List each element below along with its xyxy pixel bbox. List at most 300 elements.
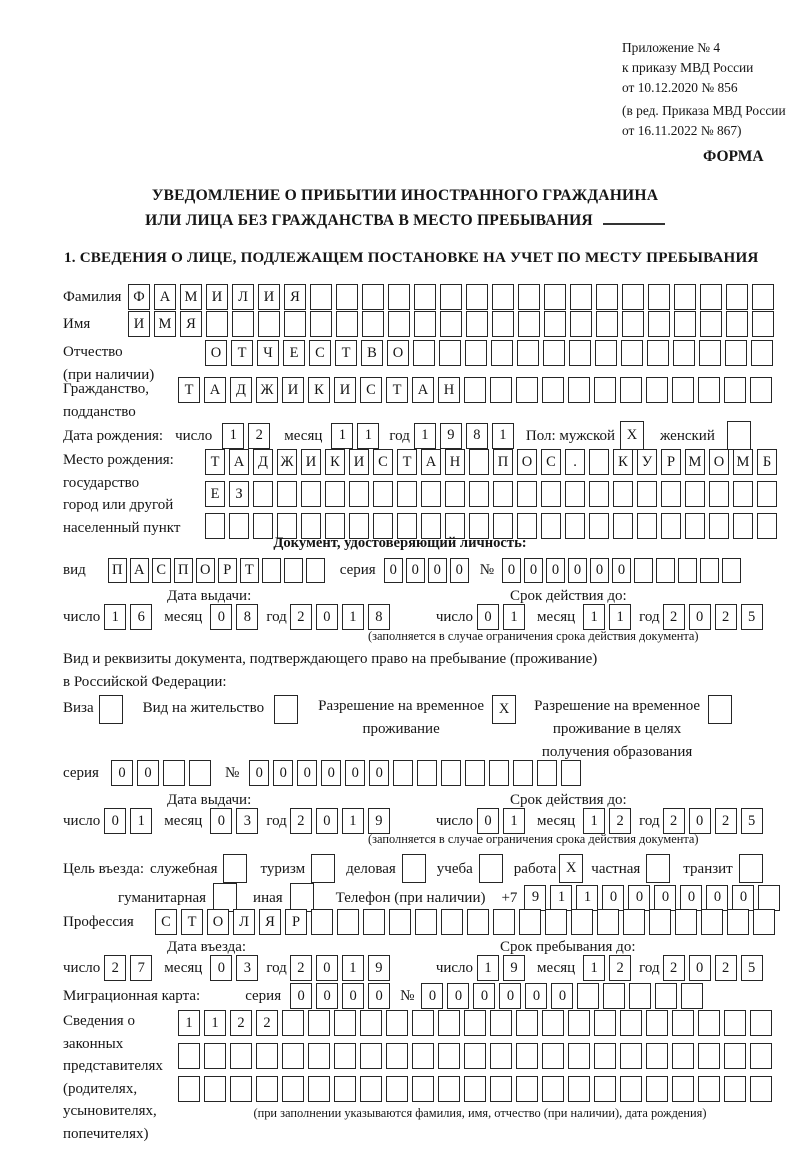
char-cell[interactable]: 1 <box>576 885 598 911</box>
doc-valid-year-cells[interactable] <box>663 604 767 630</box>
char-cell[interactable]: У <box>637 449 657 475</box>
char-cell[interactable] <box>594 1010 616 1036</box>
char-cell[interactable] <box>163 760 185 786</box>
purpose-private-checkbox[interactable] <box>646 854 674 883</box>
char-cell[interactable] <box>570 284 592 310</box>
char-cell[interactable]: 1 <box>503 604 525 630</box>
guardians-cells-row1[interactable] <box>178 1010 776 1036</box>
char-cell[interactable]: Д <box>253 449 273 475</box>
char-cell[interactable] <box>362 311 384 337</box>
char-cell[interactable] <box>213 883 237 912</box>
char-cell[interactable]: 1 <box>357 423 379 449</box>
char-cell[interactable] <box>464 1010 486 1036</box>
char-cell[interactable]: 1 <box>583 604 605 630</box>
char-cell[interactable]: С <box>360 377 382 403</box>
char-cell[interactable] <box>594 377 616 403</box>
char-cell[interactable]: 0 <box>502 558 521 583</box>
char-cell[interactable]: X <box>620 421 644 450</box>
char-cell[interactable]: 0 <box>342 983 364 1009</box>
char-cell[interactable]: Л <box>233 909 255 935</box>
char-cell[interactable] <box>206 311 228 337</box>
char-cell[interactable]: 1 <box>503 808 525 834</box>
char-cell[interactable] <box>516 1010 538 1036</box>
char-cell[interactable] <box>656 558 675 583</box>
char-cell[interactable] <box>571 909 593 935</box>
doc-issue-year-cells[interactable] <box>290 604 394 630</box>
char-cell[interactable]: 1 <box>178 1010 200 1036</box>
res-series-cells[interactable] <box>111 760 215 786</box>
char-cell[interactable] <box>758 885 780 911</box>
doc-issue-day-cells[interactable] <box>104 604 156 630</box>
char-cell[interactable]: X <box>559 854 583 883</box>
char-cell[interactable]: Е <box>205 481 225 507</box>
char-cell[interactable] <box>389 909 411 935</box>
char-cell[interactable] <box>672 377 694 403</box>
char-cell[interactable] <box>620 1043 642 1069</box>
char-cell[interactable]: М <box>180 284 202 310</box>
char-cell[interactable] <box>441 760 461 786</box>
char-cell[interactable]: 8 <box>236 604 258 630</box>
char-cell[interactable] <box>701 909 723 935</box>
char-cell[interactable] <box>306 558 325 583</box>
char-cell[interactable] <box>230 1043 252 1069</box>
char-cell[interactable]: 0 <box>447 983 469 1009</box>
char-cell[interactable]: А <box>412 377 434 403</box>
char-cell[interactable] <box>752 311 774 337</box>
char-cell[interactable] <box>673 340 695 366</box>
char-cell[interactable] <box>709 481 729 507</box>
char-cell[interactable]: 2 <box>715 955 737 981</box>
char-cell[interactable]: А <box>229 449 249 475</box>
char-cell[interactable] <box>542 1010 564 1036</box>
char-cell[interactable] <box>99 695 123 724</box>
char-cell[interactable] <box>301 481 321 507</box>
char-cell[interactable] <box>386 1043 408 1069</box>
char-cell[interactable] <box>542 1043 564 1069</box>
char-cell[interactable] <box>733 481 753 507</box>
char-cell[interactable] <box>493 909 515 935</box>
char-cell[interactable]: Л <box>232 284 254 310</box>
char-cell[interactable] <box>655 983 677 1009</box>
res-number-cells[interactable] <box>249 760 585 786</box>
char-cell[interactable]: 0 <box>421 983 443 1009</box>
char-cell[interactable] <box>700 311 722 337</box>
char-cell[interactable]: 5 <box>741 808 763 834</box>
char-cell[interactable] <box>545 909 567 935</box>
char-cell[interactable] <box>439 340 461 366</box>
char-cell[interactable]: 9 <box>368 808 390 834</box>
char-cell[interactable] <box>310 311 332 337</box>
char-cell[interactable] <box>373 481 393 507</box>
char-cell[interactable] <box>282 1043 304 1069</box>
char-cell[interactable]: 0 <box>689 808 711 834</box>
female-checkbox[interactable] <box>727 421 755 450</box>
char-cell[interactable] <box>727 909 749 935</box>
char-cell[interactable]: О <box>387 340 409 366</box>
stay-day-cells[interactable] <box>477 955 529 981</box>
char-cell[interactable]: Т <box>335 340 357 366</box>
char-cell[interactable]: 0 <box>210 604 232 630</box>
char-cell[interactable]: 2 <box>715 808 737 834</box>
guardians-cells-row2[interactable] <box>178 1043 776 1069</box>
char-cell[interactable] <box>750 377 772 403</box>
char-cell[interactable] <box>569 340 591 366</box>
char-cell[interactable] <box>490 1010 512 1036</box>
char-cell[interactable]: И <box>258 284 280 310</box>
char-cell[interactable]: 8 <box>368 604 390 630</box>
char-cell[interactable]: И <box>282 377 304 403</box>
char-cell[interactable]: 2 <box>290 808 312 834</box>
char-cell[interactable]: 0 <box>316 604 338 630</box>
char-cell[interactable] <box>230 1076 252 1102</box>
char-cell[interactable] <box>516 377 538 403</box>
char-cell[interactable]: 2 <box>290 955 312 981</box>
char-cell[interactable]: 0 <box>273 760 293 786</box>
purpose-other-checkbox[interactable] <box>290 883 318 912</box>
char-cell[interactable] <box>661 481 681 507</box>
male-checkbox[interactable] <box>620 421 648 450</box>
char-cell[interactable] <box>440 311 462 337</box>
mig-series-cells[interactable] <box>290 983 394 1009</box>
entry-day-cells[interactable] <box>104 955 156 981</box>
char-cell[interactable] <box>417 760 437 786</box>
char-cell[interactable]: . <box>565 449 585 475</box>
char-cell[interactable] <box>386 1076 408 1102</box>
char-cell[interactable] <box>542 1076 564 1102</box>
char-cell[interactable] <box>489 760 509 786</box>
res-valid-year-cells[interactable] <box>663 808 767 834</box>
purpose-study-checkbox[interactable] <box>479 854 507 883</box>
char-cell[interactable] <box>750 1043 772 1069</box>
purpose-transit-checkbox[interactable] <box>739 854 767 883</box>
char-cell[interactable]: И <box>349 449 369 475</box>
char-cell[interactable]: 1 <box>342 604 364 630</box>
char-cell[interactable]: X <box>492 695 516 724</box>
char-cell[interactable] <box>622 284 644 310</box>
char-cell[interactable]: К <box>308 377 330 403</box>
char-cell[interactable] <box>223 854 247 883</box>
char-cell[interactable] <box>516 1043 538 1069</box>
char-cell[interactable]: В <box>361 340 383 366</box>
char-cell[interactable] <box>256 1043 278 1069</box>
char-cell[interactable]: 0 <box>316 955 338 981</box>
char-cell[interactable]: 0 <box>369 760 389 786</box>
char-cell[interactable] <box>334 1010 356 1036</box>
char-cell[interactable] <box>672 1076 694 1102</box>
char-cell[interactable]: Б <box>757 449 777 475</box>
char-cell[interactable] <box>621 340 643 366</box>
char-cell[interactable] <box>178 1076 200 1102</box>
char-cell[interactable]: И <box>301 449 321 475</box>
char-cell[interactable]: 0 <box>568 558 587 583</box>
char-cell[interactable] <box>311 909 333 935</box>
char-cell[interactable] <box>596 311 618 337</box>
char-cell[interactable] <box>594 1043 616 1069</box>
char-cell[interactable] <box>596 284 618 310</box>
char-cell[interactable] <box>516 1076 538 1102</box>
char-cell[interactable] <box>648 311 670 337</box>
char-cell[interactable] <box>360 1010 382 1036</box>
char-cell[interactable]: П <box>174 558 193 583</box>
char-cell[interactable] <box>232 311 254 337</box>
char-cell[interactable] <box>438 1076 460 1102</box>
char-cell[interactable]: 0 <box>654 885 676 911</box>
char-cell[interactable] <box>757 513 777 539</box>
char-cell[interactable] <box>413 340 435 366</box>
birth-year-cells[interactable] <box>414 423 518 449</box>
char-cell[interactable]: 2 <box>256 1010 278 1036</box>
char-cell[interactable]: 0 <box>428 558 447 583</box>
char-cell[interactable]: О <box>207 909 229 935</box>
char-cell[interactable]: З <box>229 481 249 507</box>
char-cell[interactable] <box>464 1076 486 1102</box>
char-cell[interactable] <box>589 449 609 475</box>
char-cell[interactable]: Т <box>205 449 225 475</box>
char-cell[interactable] <box>421 481 441 507</box>
char-cell[interactable]: 2 <box>715 604 737 630</box>
char-cell[interactable]: П <box>108 558 127 583</box>
char-cell[interactable] <box>739 854 763 883</box>
char-cell[interactable] <box>541 481 561 507</box>
char-cell[interactable] <box>752 284 774 310</box>
char-cell[interactable]: К <box>325 449 345 475</box>
char-cell[interactable]: 0 <box>689 604 711 630</box>
char-cell[interactable] <box>388 284 410 310</box>
purpose-business-checkbox[interactable] <box>402 854 430 883</box>
char-cell[interactable]: 1 <box>222 423 244 449</box>
char-cell[interactable] <box>724 377 746 403</box>
char-cell[interactable] <box>518 284 540 310</box>
char-cell[interactable]: 1 <box>130 808 152 834</box>
char-cell[interactable] <box>308 1076 330 1102</box>
char-cell[interactable] <box>634 558 653 583</box>
char-cell[interactable] <box>438 1043 460 1069</box>
char-cell[interactable] <box>513 760 533 786</box>
char-cell[interactable] <box>393 760 413 786</box>
char-cell[interactable]: Ч <box>257 340 279 366</box>
doc-valid-month-cells[interactable] <box>583 604 635 630</box>
char-cell[interactable]: 0 <box>732 885 754 911</box>
char-cell[interactable]: 0 <box>551 983 573 1009</box>
char-cell[interactable]: К <box>613 449 633 475</box>
char-cell[interactable] <box>672 1010 694 1036</box>
char-cell[interactable] <box>698 1010 720 1036</box>
char-cell[interactable] <box>334 1043 356 1069</box>
char-cell[interactable] <box>724 1076 746 1102</box>
char-cell[interactable] <box>726 311 748 337</box>
char-cell[interactable]: 3 <box>236 955 258 981</box>
char-cell[interactable] <box>646 854 670 883</box>
char-cell[interactable]: 1 <box>492 423 514 449</box>
char-cell[interactable] <box>349 481 369 507</box>
char-cell[interactable] <box>363 909 385 935</box>
char-cell[interactable] <box>204 1043 226 1069</box>
birth-day-cells[interactable] <box>222 423 274 449</box>
char-cell[interactable] <box>751 340 773 366</box>
char-cell[interactable] <box>490 1043 512 1069</box>
char-cell[interactable]: 0 <box>450 558 469 583</box>
char-cell[interactable] <box>412 1043 434 1069</box>
purpose-work-checkbox[interactable] <box>559 854 587 883</box>
char-cell[interactable] <box>467 909 489 935</box>
res-valid-month-cells[interactable] <box>583 808 635 834</box>
char-cell[interactable] <box>360 1076 382 1102</box>
char-cell[interactable] <box>637 481 657 507</box>
char-cell[interactable]: И <box>334 377 356 403</box>
char-cell[interactable] <box>466 311 488 337</box>
char-cell[interactable]: 1 <box>414 423 436 449</box>
char-cell[interactable] <box>726 284 748 310</box>
char-cell[interactable] <box>282 1076 304 1102</box>
char-cell[interactable] <box>258 311 280 337</box>
char-cell[interactable] <box>700 558 719 583</box>
char-cell[interactable] <box>282 1010 304 1036</box>
char-cell[interactable]: 1 <box>104 604 126 630</box>
char-cell[interactable] <box>699 340 721 366</box>
entry-year-cells[interactable] <box>290 955 394 981</box>
char-cell[interactable]: 1 <box>477 955 499 981</box>
char-cell[interactable]: Т <box>386 377 408 403</box>
char-cell[interactable] <box>589 481 609 507</box>
char-cell[interactable] <box>672 1043 694 1069</box>
birth-month-cells[interactable] <box>331 423 383 449</box>
char-cell[interactable]: 9 <box>368 955 390 981</box>
char-cell[interactable]: 2 <box>104 955 126 981</box>
char-cell[interactable]: 0 <box>406 558 425 583</box>
char-cell[interactable] <box>629 983 651 1009</box>
char-cell[interactable] <box>565 481 585 507</box>
char-cell[interactable] <box>568 1043 590 1069</box>
purpose-tourism-checkbox[interactable] <box>311 854 339 883</box>
char-cell[interactable] <box>698 377 720 403</box>
char-cell[interactable] <box>311 854 335 883</box>
char-cell[interactable]: 0 <box>297 760 317 786</box>
char-cell[interactable] <box>386 1010 408 1036</box>
char-cell[interactable]: 1 <box>550 885 572 911</box>
char-cell[interactable] <box>646 1043 668 1069</box>
char-cell[interactable] <box>334 1076 356 1102</box>
char-cell[interactable] <box>681 983 703 1009</box>
char-cell[interactable]: О <box>517 449 537 475</box>
surname-cells[interactable] <box>128 284 778 310</box>
mig-number-cells[interactable] <box>421 983 707 1009</box>
res-issue-day-cells[interactable] <box>104 808 156 834</box>
char-cell[interactable] <box>308 1010 330 1036</box>
char-cell[interactable]: 0 <box>477 604 499 630</box>
char-cell[interactable] <box>256 1076 278 1102</box>
char-cell[interactable]: Р <box>661 449 681 475</box>
char-cell[interactable]: Р <box>218 558 237 583</box>
char-cell[interactable] <box>725 340 747 366</box>
char-cell[interactable] <box>727 421 751 450</box>
guardians-cells-row3[interactable] <box>178 1076 776 1102</box>
char-cell[interactable]: 1 <box>342 955 364 981</box>
char-cell[interactable] <box>414 284 436 310</box>
char-cell[interactable]: 2 <box>290 604 312 630</box>
char-cell[interactable]: 0 <box>111 760 133 786</box>
char-cell[interactable]: Е <box>283 340 305 366</box>
char-cell[interactable]: С <box>541 449 561 475</box>
char-cell[interactable]: 1 <box>342 808 364 834</box>
birthplace-cells-row2[interactable] <box>205 481 781 507</box>
char-cell[interactable]: 0 <box>345 760 365 786</box>
char-cell[interactable] <box>517 340 539 366</box>
char-cell[interactable]: О <box>205 340 227 366</box>
char-cell[interactable] <box>465 760 485 786</box>
edu-permit-checkbox[interactable] <box>708 695 736 724</box>
doc-issue-month-cells[interactable] <box>210 604 262 630</box>
char-cell[interactable]: 2 <box>609 955 631 981</box>
char-cell[interactable]: 2 <box>663 604 685 630</box>
char-cell[interactable] <box>284 558 303 583</box>
char-cell[interactable]: А <box>204 377 226 403</box>
char-cell[interactable]: Я <box>180 311 202 337</box>
char-cell[interactable] <box>517 481 537 507</box>
char-cell[interactable] <box>568 377 590 403</box>
char-cell[interactable] <box>648 284 670 310</box>
char-cell[interactable]: Т <box>181 909 203 935</box>
char-cell[interactable] <box>613 481 633 507</box>
doc-valid-day-cells[interactable] <box>477 604 529 630</box>
char-cell[interactable]: 0 <box>524 558 543 583</box>
char-cell[interactable]: Т <box>178 377 200 403</box>
char-cell[interactable] <box>646 1010 668 1036</box>
char-cell[interactable]: 0 <box>689 955 711 981</box>
char-cell[interactable] <box>568 1076 590 1102</box>
char-cell[interactable] <box>678 558 697 583</box>
char-cell[interactable]: Ж <box>256 377 278 403</box>
purpose-official-checkbox[interactable] <box>223 854 251 883</box>
char-cell[interactable] <box>290 883 314 912</box>
char-cell[interactable]: 0 <box>612 558 631 583</box>
res-issue-year-cells[interactable] <box>290 808 394 834</box>
char-cell[interactable] <box>750 1076 772 1102</box>
char-cell[interactable] <box>577 983 599 1009</box>
char-cell[interactable]: 0 <box>368 983 390 1009</box>
char-cell[interactable] <box>464 1043 486 1069</box>
char-cell[interactable] <box>646 377 668 403</box>
char-cell[interactable]: 0 <box>249 760 269 786</box>
char-cell[interactable] <box>178 1043 200 1069</box>
char-cell[interactable]: Я <box>284 284 306 310</box>
doc-series-cells[interactable] <box>384 558 472 583</box>
char-cell[interactable] <box>277 481 297 507</box>
char-cell[interactable] <box>445 481 465 507</box>
char-cell[interactable]: 0 <box>137 760 159 786</box>
char-cell[interactable] <box>620 1010 642 1036</box>
char-cell[interactable] <box>649 909 671 935</box>
char-cell[interactable] <box>492 284 514 310</box>
char-cell[interactable] <box>561 760 581 786</box>
char-cell[interactable] <box>412 1010 434 1036</box>
stay-year-cells[interactable] <box>663 955 767 981</box>
char-cell[interactable] <box>274 695 298 724</box>
char-cell[interactable] <box>336 311 358 337</box>
char-cell[interactable] <box>253 481 273 507</box>
char-cell[interactable]: С <box>152 558 171 583</box>
char-cell[interactable]: 0 <box>680 885 702 911</box>
char-cell[interactable] <box>519 909 541 935</box>
char-cell[interactable] <box>388 311 410 337</box>
char-cell[interactable]: 0 <box>499 983 521 1009</box>
phone-cells[interactable] <box>524 885 784 911</box>
char-cell[interactable]: 2 <box>663 955 685 981</box>
char-cell[interactable] <box>544 311 566 337</box>
char-cell[interactable]: Я <box>259 909 281 935</box>
char-cell[interactable]: О <box>709 449 729 475</box>
char-cell[interactable]: Н <box>438 377 460 403</box>
residence-permit-checkbox[interactable] <box>274 695 302 724</box>
